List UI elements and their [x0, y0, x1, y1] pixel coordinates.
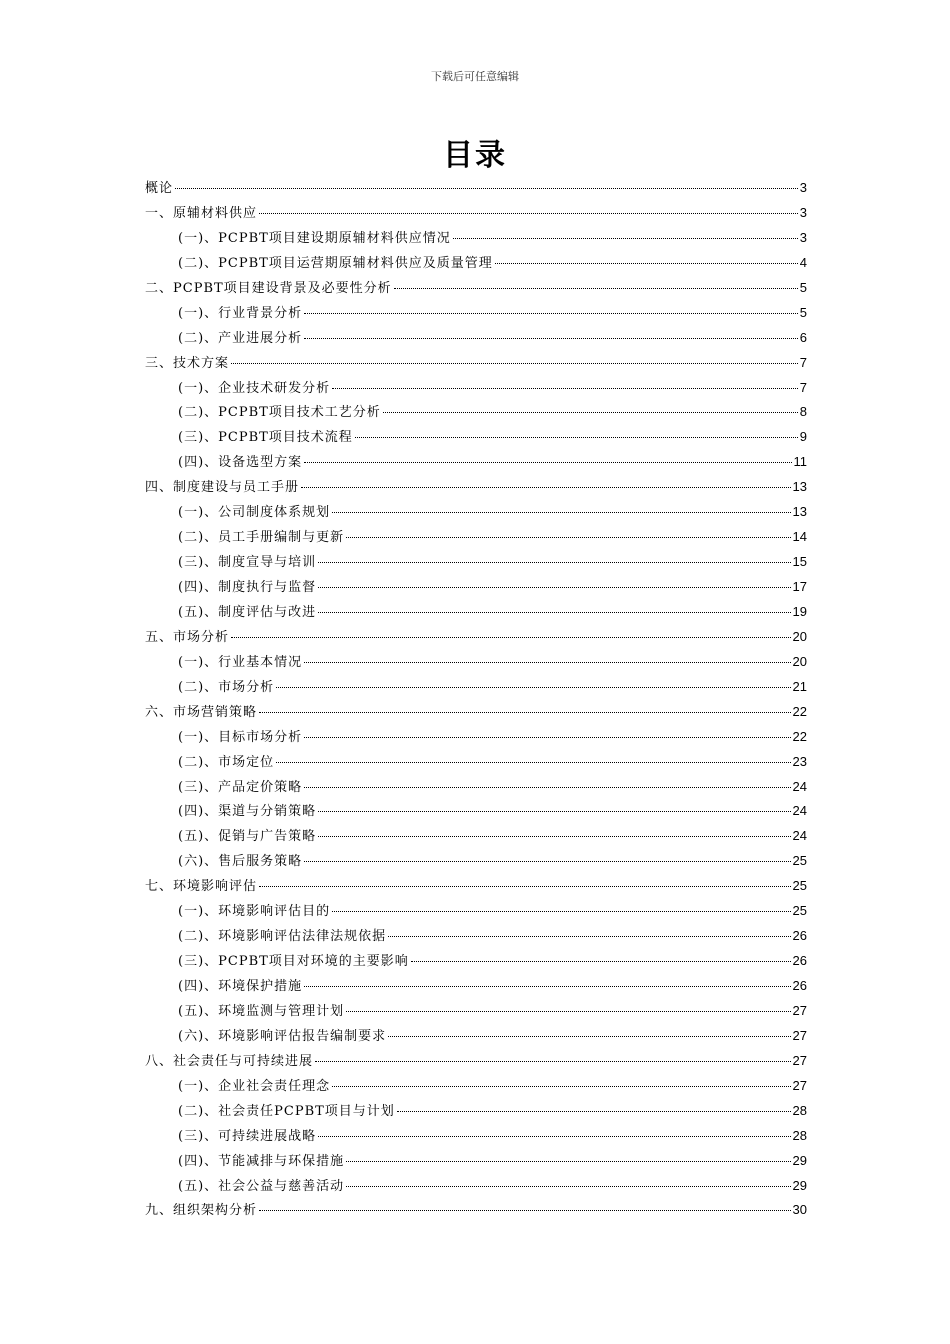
toc-entry-label: (三)、PCPBT项目对环境的主要影响: [178, 954, 409, 970]
toc-entry-page: 24: [792, 803, 807, 819]
toc-entry-label: (二)、员工手册编制与更新: [178, 530, 345, 546]
toc-entry-page: 5: [799, 304, 807, 320]
toc-entry-page: 25: [792, 903, 807, 919]
toc-entry[interactable]: [145, 974, 807, 999]
toc-entry-page: 11: [793, 454, 807, 470]
toc-entry-page: 19: [792, 603, 807, 619]
toc-entry-label: 一、原辅材料供应: [145, 205, 258, 221]
toc-dot-leader: [304, 337, 798, 339]
toc-entry-page: 26: [792, 928, 807, 944]
toc-entry-label: (二)、市场分析: [178, 679, 275, 695]
toc-entry-page: 29: [792, 1152, 807, 1168]
toc-dot-leader: [346, 536, 790, 538]
toc-dot-leader: [231, 362, 798, 364]
toc-dot-leader: [304, 312, 798, 314]
toc-entry[interactable]: [145, 1074, 807, 1099]
toc-entry[interactable]: [145, 226, 807, 251]
toc-entry[interactable]: [145, 550, 807, 575]
toc-entry-label: (二)、环境影响评估法律法规依据: [178, 929, 387, 945]
toc-entry[interactable]: [145, 251, 807, 276]
toc-entry-page: 3: [799, 180, 807, 195]
toc-entry[interactable]: [145, 600, 807, 625]
toc-entry-label: (五)、社会公益与慈善活动: [178, 1178, 345, 1194]
toc-dot-leader: [259, 212, 798, 214]
toc-dot-leader: [346, 1185, 790, 1187]
toc-entry-label: (一)、企业技术研发分析: [178, 380, 331, 396]
toc-entry-label: (二)、市场定位: [178, 754, 275, 770]
toc-dot-leader: [301, 486, 791, 488]
toc-dot-leader: [411, 960, 791, 962]
toc-dot-leader: [388, 1035, 790, 1037]
toc-entry-label: (一)、公司制度体系规划: [178, 505, 331, 521]
table-of-contents: [145, 176, 807, 1223]
toc-dot-leader: [315, 1060, 791, 1062]
toc-entry[interactable]: [145, 874, 807, 899]
toc-dot-leader: [332, 1085, 790, 1087]
toc-entry-page: 27: [792, 1077, 807, 1093]
toc-entry[interactable]: [145, 625, 807, 650]
toc-entry-label: 五、市场分析: [145, 629, 230, 645]
toc-entry-page: 21: [792, 678, 807, 694]
toc-entry-page: 3: [799, 229, 807, 245]
toc-entry[interactable]: [145, 1198, 807, 1223]
toc-dot-leader: [332, 511, 790, 513]
toc-entry[interactable]: [145, 849, 807, 874]
toc-entry-label: (二)、PCPBT项目技术工艺分析: [178, 405, 381, 421]
toc-entry[interactable]: [145, 500, 807, 525]
toc-dot-leader: [231, 636, 791, 638]
toc-dot-leader: [318, 1135, 790, 1137]
toc-entry[interactable]: [145, 1174, 807, 1199]
toc-entry-label: (五)、环境监测与管理计划: [178, 1003, 345, 1019]
toc-title: 目录: [443, 138, 507, 173]
toc-dot-leader: [332, 910, 790, 912]
toc-dot-leader: [318, 810, 790, 812]
toc-entry[interactable]: [145, 575, 807, 600]
toc-entry-label: (三)、PCPBT项目技术流程: [178, 430, 353, 446]
toc-entry[interactable]: [145, 301, 807, 326]
toc-entry-label: (四)、制度执行与监督: [178, 580, 317, 595]
toc-dot-leader: [394, 287, 798, 289]
toc-entry-page: 22: [792, 728, 807, 744]
toc-entry-page: 3: [799, 204, 807, 220]
toc-entry-page: 22: [792, 703, 807, 719]
toc-entry[interactable]: [145, 1149, 807, 1174]
toc-dot-leader: [304, 985, 790, 987]
toc-entry-label: (五)、制度评估与改进: [178, 604, 317, 620]
toc-entry[interactable]: [145, 525, 807, 550]
toc-dot-leader: [346, 1010, 790, 1012]
toc-dot-leader: [397, 1110, 791, 1112]
toc-entry-label: 概论: [145, 181, 174, 196]
header-note: 下载后可任意编辑: [431, 70, 519, 83]
toc-dot-leader: [332, 387, 798, 389]
toc-entry-page: 14: [792, 529, 807, 545]
toc-dot-leader: [304, 860, 790, 862]
toc-dot-leader: [388, 935, 790, 937]
toc-entry-label: (四)、节能减排与环保措施: [178, 1153, 345, 1169]
toc-entry-page: 27: [792, 1052, 807, 1068]
toc-entry-label: (一)、行业背景分析: [178, 305, 303, 321]
toc-dot-leader: [276, 761, 790, 763]
toc-entry-label: 二、PCPBT项目建设背景及必要性分析: [145, 280, 392, 296]
toc-dot-leader: [259, 1209, 791, 1211]
toc-dot-leader: [304, 461, 791, 463]
toc-entry-label: (一)、目标市场分析: [178, 729, 303, 745]
toc-entry-label: (一)、PCPBT项目建设期原辅材料供应情况: [178, 230, 451, 246]
toc-entry[interactable]: [145, 326, 807, 351]
toc-entry-page: 25: [792, 878, 807, 894]
toc-entry-page: 9: [799, 429, 807, 445]
toc-entry-page: 24: [792, 778, 807, 794]
toc-entry-page: 6: [799, 329, 807, 345]
toc-entry-label: 八、社会责任与可持续进展: [145, 1053, 314, 1069]
toc-entry[interactable]: [145, 700, 807, 725]
toc-entry-label: (一)、企业社会责任理念: [178, 1078, 331, 1094]
toc-entry-page: 15: [792, 554, 807, 570]
toc-entry[interactable]: [145, 376, 807, 401]
toc-entry-label: (三)、产品定价策略: [178, 779, 303, 795]
toc-entry[interactable]: [145, 1024, 807, 1049]
toc-dot-leader: [259, 711, 791, 713]
toc-entry-page: 5: [799, 279, 807, 295]
toc-dot-leader: [175, 187, 798, 189]
toc-entry-label: 四、制度建设与员工手册: [145, 480, 300, 496]
toc-entry-page: 25: [792, 853, 807, 869]
toc-entry-label: 六、市场营销策略: [145, 704, 258, 720]
toc-entry-page: 20: [792, 628, 807, 644]
toc-entry[interactable]: [145, 824, 807, 849]
toc-dot-leader: [355, 436, 798, 438]
toc-entry-label: (六)、环境影响评估报告编制要求: [178, 1028, 387, 1044]
toc-entry[interactable]: [145, 400, 807, 425]
toc-entry-page: 4: [799, 254, 807, 270]
toc-dot-leader: [318, 611, 790, 613]
toc-dot-leader: [383, 411, 798, 413]
toc-entry[interactable]: [145, 775, 807, 800]
toc-entry-label: (六)、售后服务策略: [178, 854, 303, 870]
toc-entry-page: 17: [792, 579, 807, 594]
toc-entry-page: 29: [792, 1177, 807, 1193]
toc-entry-page: 27: [792, 1027, 807, 1043]
toc-entry-page: 30: [792, 1202, 807, 1218]
toc-dot-leader: [259, 885, 791, 887]
toc-entry-page: 20: [792, 653, 807, 669]
toc-dot-leader: [276, 686, 790, 688]
toc-entry-label: (三)、可持续进展战略: [178, 1128, 317, 1144]
toc-entry-page: 28: [792, 1127, 807, 1143]
toc-entry[interactable]: [145, 276, 807, 301]
toc-dot-leader: [304, 786, 790, 788]
toc-entry-page: 7: [799, 379, 807, 395]
toc-entry[interactable]: [145, 725, 807, 750]
toc-entry-page: 26: [792, 978, 807, 993]
toc-entry[interactable]: [145, 949, 807, 974]
toc-entry-page: 23: [792, 753, 807, 769]
toc-entry-page: 24: [792, 828, 807, 844]
toc-dot-leader: [495, 262, 798, 264]
toc-entry[interactable]: [145, 450, 807, 475]
toc-entry[interactable]: [145, 799, 807, 824]
toc-entry-label: (二)、社会责任PCPBT项目与计划: [178, 1103, 395, 1119]
toc-entry-label: (一)、行业基本情况: [178, 654, 303, 670]
toc-entry-page: 26: [792, 953, 807, 969]
toc-entry[interactable]: [145, 201, 807, 226]
toc-entry[interactable]: [145, 675, 807, 700]
toc-entry-label: (四)、环境保护措施: [178, 979, 303, 994]
toc-entry-label: (五)、促销与广告策略: [178, 829, 317, 845]
toc-entry[interactable]: [145, 1124, 807, 1149]
toc-entry[interactable]: [145, 1099, 807, 1124]
toc-entry-label: (二)、PCPBT项目运营期原辅材料供应及质量管理: [178, 255, 493, 271]
toc-entry-label: 九、组织架构分析: [145, 1203, 258, 1219]
toc-entry-page: 8: [799, 404, 807, 420]
toc-entry[interactable]: [145, 750, 807, 775]
toc-dot-leader: [318, 561, 790, 563]
toc-entry-page: 13: [792, 479, 807, 495]
toc-entry[interactable]: [145, 899, 807, 924]
toc-entry[interactable]: [145, 1049, 807, 1074]
toc-entry[interactable]: [145, 475, 807, 500]
toc-dot-leader: [304, 736, 790, 738]
toc-entry[interactable]: [145, 425, 807, 450]
toc-dot-leader: [453, 237, 798, 239]
toc-entry-label: (二)、产业进展分析: [178, 330, 303, 346]
toc-entry[interactable]: [145, 351, 807, 376]
toc-entry[interactable]: [145, 176, 807, 201]
toc-entry-label: 三、技术方案: [145, 355, 230, 371]
toc-entry-page: 7: [799, 354, 807, 370]
toc-entry[interactable]: [145, 999, 807, 1024]
toc-entry-page: 13: [792, 504, 807, 520]
toc-dot-leader: [346, 1160, 790, 1162]
toc-entry[interactable]: [145, 924, 807, 949]
toc-entry-label: (一)、环境影响评估目的: [178, 904, 331, 920]
toc-entry[interactable]: [145, 650, 807, 675]
toc-entry-label: 七、环境影响评估: [145, 879, 258, 895]
toc-dot-leader: [318, 586, 790, 588]
toc-entry-label: (三)、制度宣导与培训: [178, 555, 317, 571]
toc-entry-label: (四)、渠道与分销策略: [178, 804, 317, 820]
toc-entry-page: 27: [792, 1002, 807, 1018]
toc-entry-page: 28: [792, 1102, 807, 1118]
toc-dot-leader: [304, 661, 790, 663]
toc-entry-label: (四)、设备选型方案: [178, 455, 303, 471]
toc-dot-leader: [318, 835, 790, 837]
